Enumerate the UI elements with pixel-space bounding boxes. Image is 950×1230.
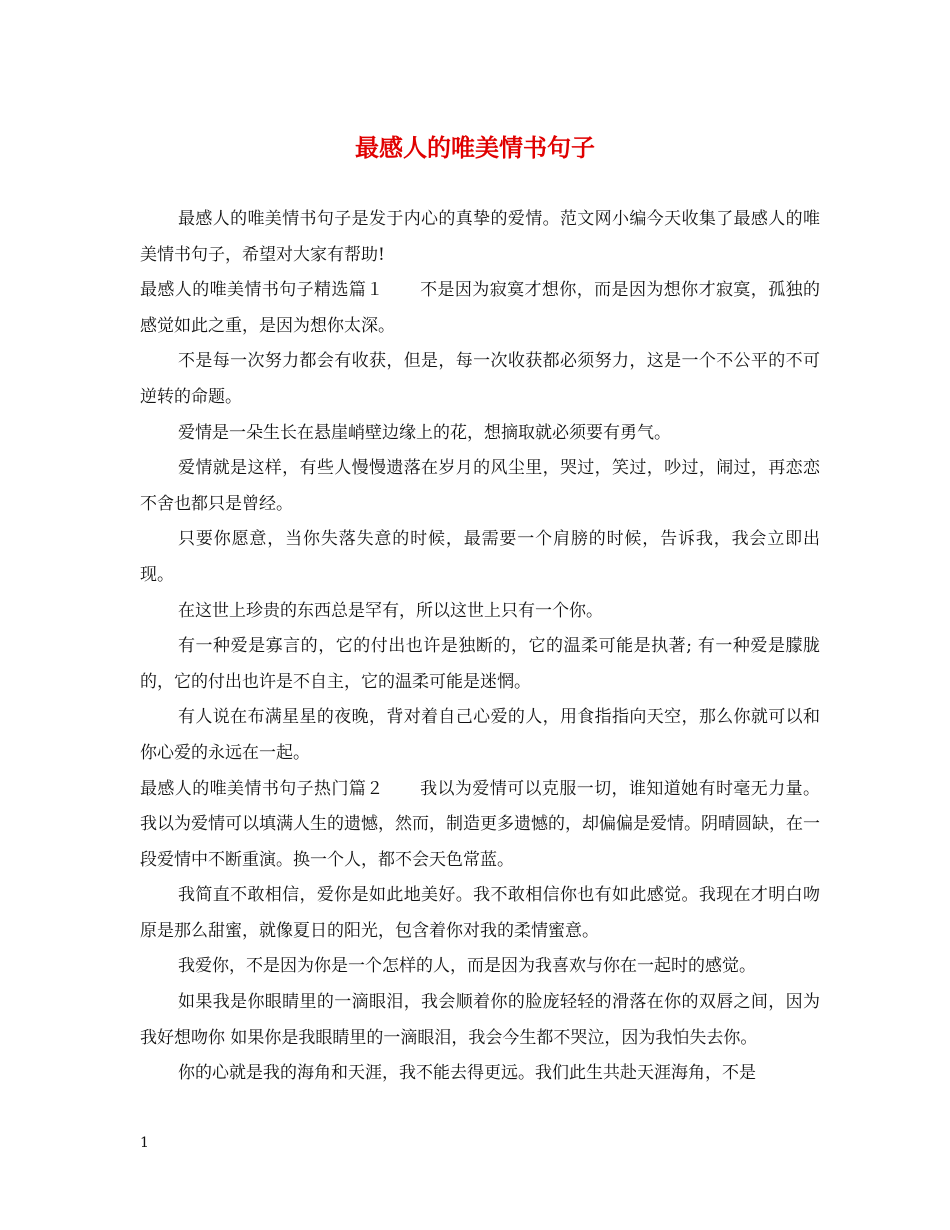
body-paragraph: 你的心就是我的海角和天涯，我不能去得更远。我们此生共赴天涯海角，不是 bbox=[178, 1063, 756, 1084]
section-1-lead: 不是因为寂寞才想你，而是因为想你才寂寞，孤独的感觉如此之重，是因为想你太深。 bbox=[140, 280, 821, 336]
body-paragraph: 不是每一次努力都会有收获，但是，每一次收获都必须努力，这是一个不公平的不可逆转的命题。 bbox=[140, 351, 820, 407]
body-paragraph: 只要你愿意，当你失落失意的时候，最需要一个肩膀的时候，告诉我，我会立即出现。 bbox=[140, 529, 820, 585]
body-paragraph: 有一种爱是寡言的，它的付出也许是独断的，它的温柔可能是执著; 有一种爱是朦胧的，它的付出也许是不自主，它的温柔可能是迷惘。 bbox=[140, 636, 820, 692]
section-2-lead: 我以为爱情可以克服一切，谁知道她有时毫无力量。我以为爱情可以填满人生的遗憾，然而，制造更多遗憾的，却偏偏是爱情。阴晴圆缺，在一段爱情中不断重演。换一个人，都不会天色常蓝。 bbox=[140, 778, 821, 870]
section-1-heading: 最感人的唯美情书句子精选篇１ bbox=[140, 280, 384, 301]
intro-paragraph: 最感人的唯美情书句子是发于内心的真挚的爱情。范文网小编今天收集了最感人的唯美情书句子，希望对大家有帮助! bbox=[140, 209, 820, 265]
body-paragraph: 爱情就是这样，有些人慢慢遗落在岁月的风尘里，哭过，笑过，吵过，闹过，再恋恋不舍也都只是曾经。 bbox=[140, 458, 820, 514]
document-title: 最感人的唯美情书句子 bbox=[355, 134, 595, 162]
body-paragraph: 爱情是一朵生长在悬崖峭壁边缘上的花，想摘取就必须要有勇气。 bbox=[178, 422, 671, 443]
section-1-paragraph bbox=[140, 273, 820, 344]
body-paragraph: 如果我是你眼睛里的一滴眼泪，我会顺着你的脸庞轻轻的滑落在你的双唇之间，因为我好想吻你 如果你是我眼睛里的一滴眼泪，我会今生都不哭泣，因为我怕失去你。 bbox=[140, 992, 820, 1048]
body-paragraph: 我爱你，不是因为你是一个怎样的人，而是因为我喜欢与你在一起时的感觉。 bbox=[178, 956, 756, 977]
document-body bbox=[140, 202, 820, 1092]
section-2-paragraph bbox=[140, 772, 820, 879]
body-paragraph: 有人说在布满星星的夜晚，背对着自己心爱的人，用食指指向天空，那么你就可以和你心爱的永远在一起。 bbox=[140, 707, 820, 763]
body-paragraph: 我简直不敢相信，爱你是如此地美好。我不敢相信你也有如此感觉。我现在才明白吻原是那么甜蜜，就像夏日的阳光，包含着你对我的柔情蜜意。 bbox=[140, 885, 820, 941]
body-paragraph: 在这世上珍贵的东西总是罕有，所以这世上只有一个你。 bbox=[178, 600, 603, 621]
section-2-heading: 最感人的唯美情书句子热门篇２ bbox=[140, 778, 384, 799]
page-number: 1 bbox=[140, 1135, 149, 1151]
